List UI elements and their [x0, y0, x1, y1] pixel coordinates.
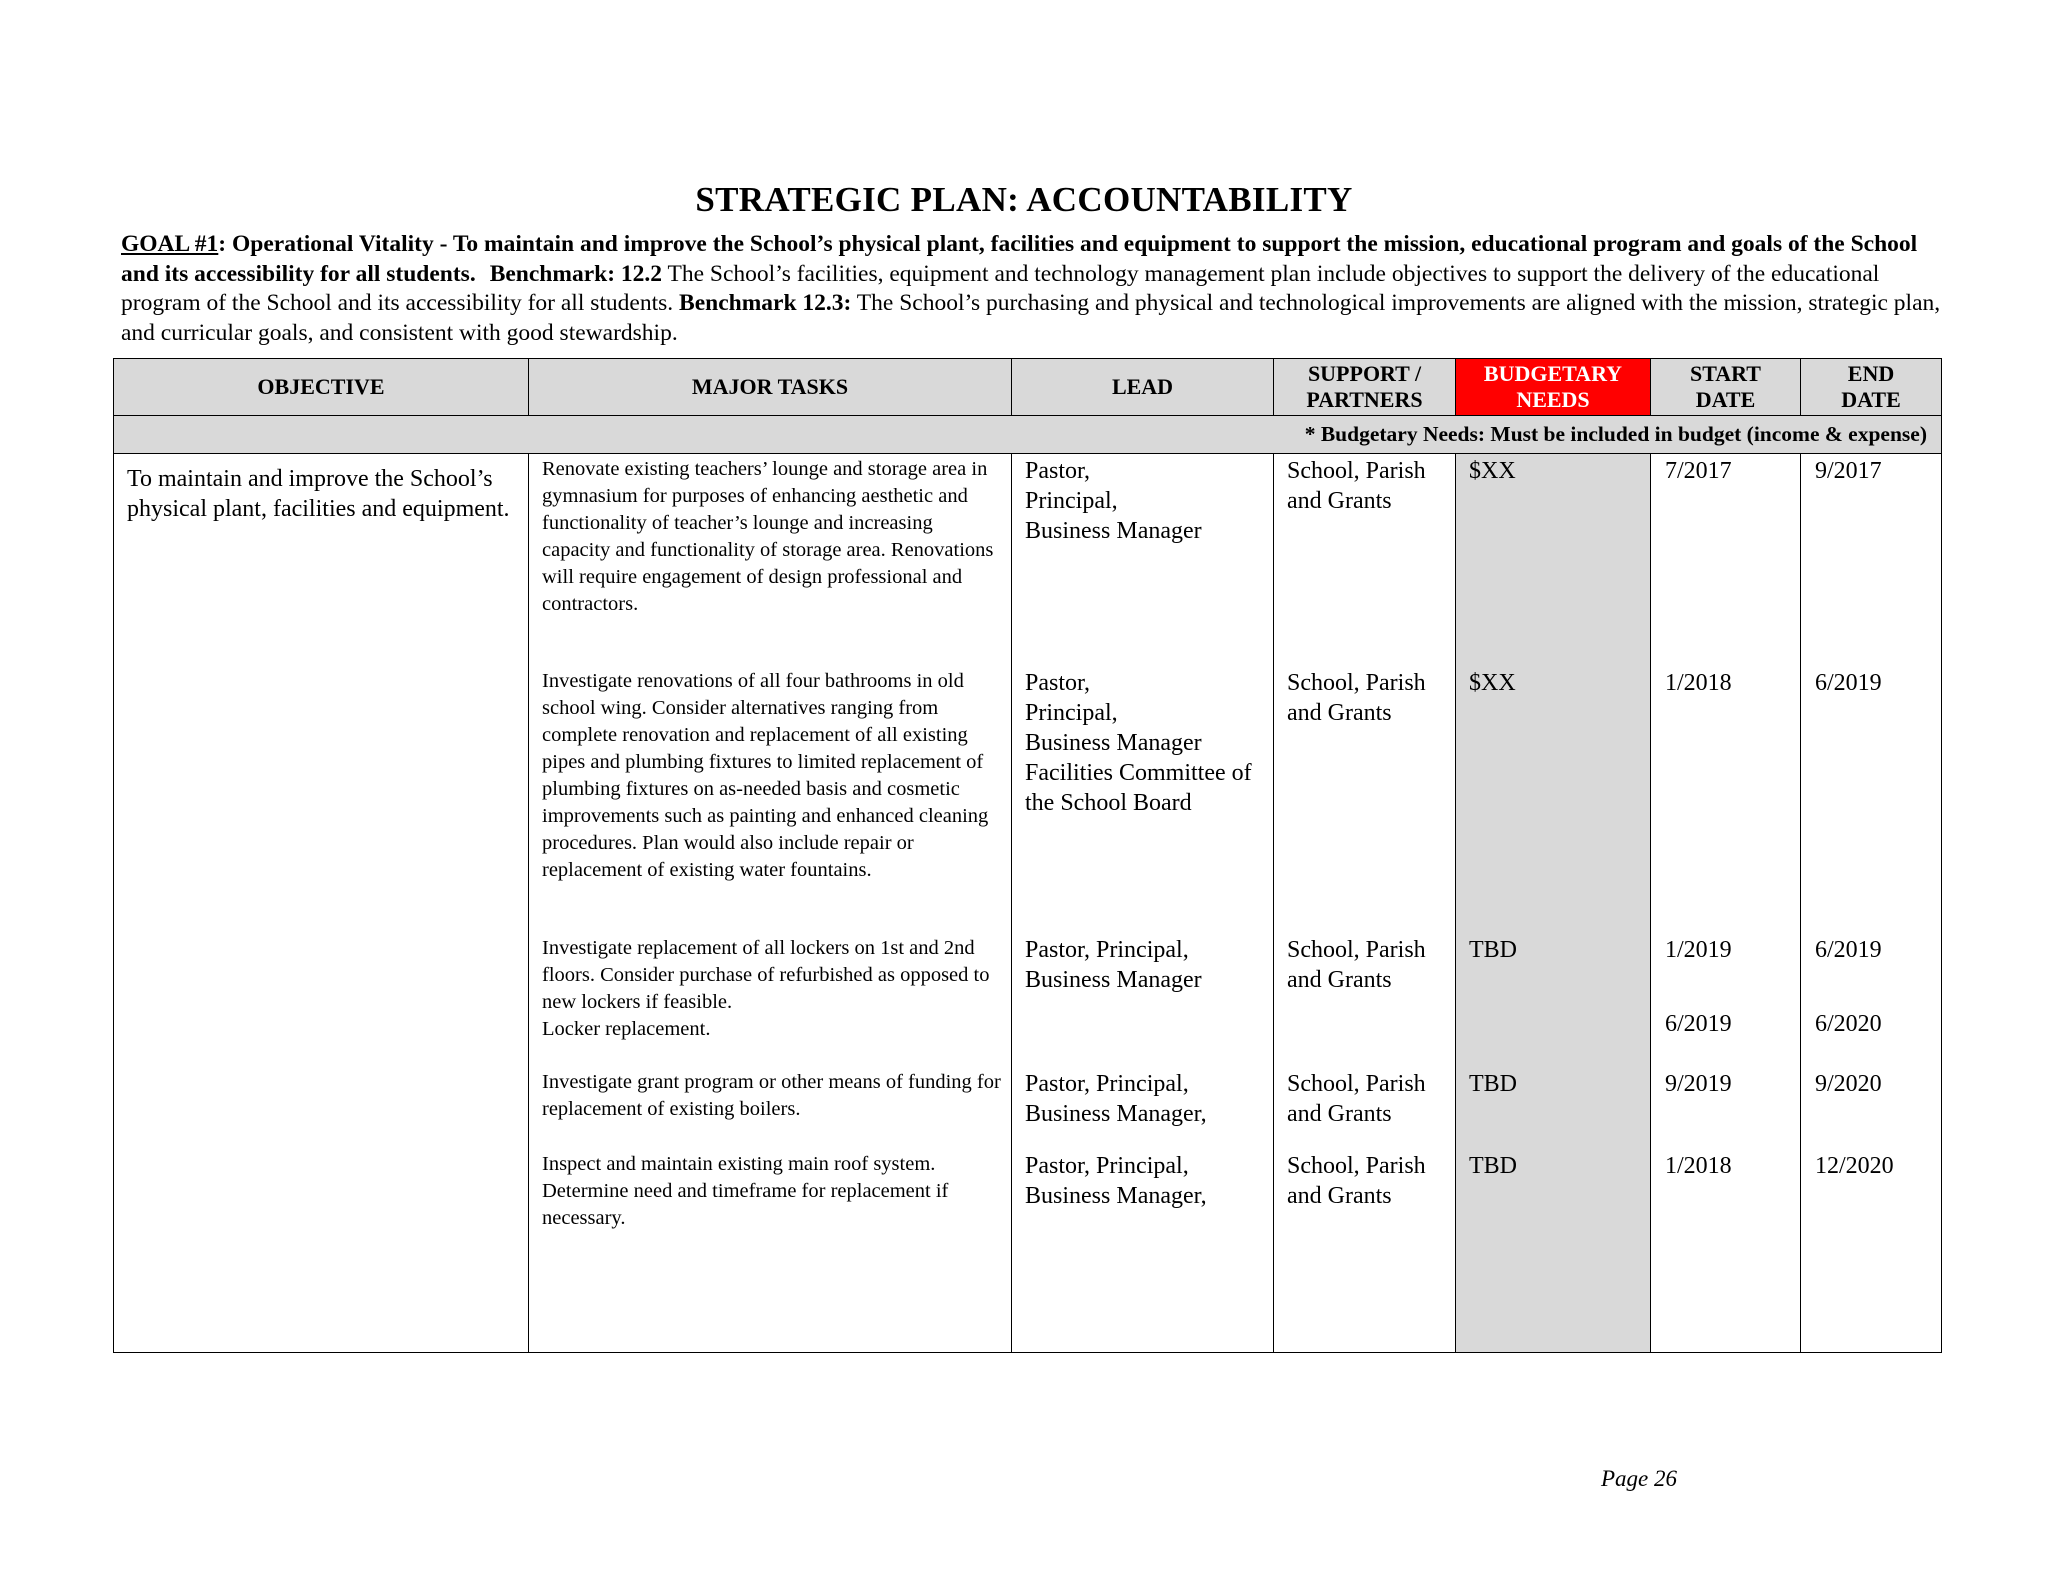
- start-date-cell: [1651, 454, 1801, 1353]
- task-text: Investigate renovations of all four bathrooms in old school wing. Consider alternatives ranging from complete renovation and replacement of all existing pipes and plumbing fixtures to limited replacement of plumbing fixtures on as-needed basis and cosmetic improvements such as painting and enhanced cleaning procedures. Plan would also include repair or replacement of existing water fountains.: [542, 670, 989, 881]
- support-text: School, Parish and Grants: [1287, 937, 1426, 993]
- header-budgetary-needs: BUDGETARY NEEDS: [1456, 359, 1651, 416]
- benchmark-12-2-label: Benchmark: 12.2: [489, 260, 663, 287]
- task-text: Renovate existing teachers’ lounge and storage area in gymnasium for purposes of enhancing aesthetic and functionality of teacher’s lounge and increasing capacity and functionality of storage area. Renovations will require engagement of design professional and contractors.: [542, 458, 994, 615]
- benchmark-12-3-text: The School’s purchasing and physical and technological improvements are aligned with the mission, strategic plan, and curricular goals, and consistent with good stewardship.: [121, 290, 1941, 346]
- task-text: Investigate grant program or other means of funding for replacement of existing boilers.: [542, 1071, 1001, 1120]
- start-date: 1/2018: [1665, 670, 1732, 696]
- start-date: 7/2017: [1665, 458, 1732, 484]
- support-text: School, Parish and Grants: [1287, 670, 1426, 726]
- benchmark-12-2-text: The School’s facilities, equipment and technology management plan include objectives to support the delivery of the educational program of the School and its accessibility for all students.: [121, 260, 1880, 316]
- objective-text: To maintain and improve the School’s physical plant, facilities and equipment.: [127, 466, 510, 522]
- lead-text: Pastor, Principal, Business Manager,: [1025, 1071, 1207, 1127]
- support-text: School, Parish and Grants: [1287, 1153, 1426, 1209]
- lead-text: Pastor, Principal, Business Manager: [1025, 458, 1202, 544]
- end-date: 6/2019: [1815, 670, 1882, 696]
- strategic-plan-table: [113, 358, 1942, 1353]
- table-header-row: [114, 359, 1942, 416]
- task-text: Investigate replacement of all lockers on 1st and 2nd floors. Consider purchase of refurbished as opposed to new lockers if feasible. Locker replacement.: [542, 937, 990, 1040]
- end-date: 6/2019: [1815, 937, 1882, 963]
- budget-value: TBD: [1469, 1153, 1517, 1179]
- end-date-cell: [1801, 454, 1942, 1353]
- support-cell: [1274, 454, 1456, 1353]
- budget-value: TBD: [1469, 937, 1517, 963]
- header-major-tasks: MAJOR TASKS: [529, 359, 1012, 416]
- lead-text: Pastor, Principal, Business Manager: [1025, 937, 1202, 993]
- support-text: School, Parish and Grants: [1287, 458, 1426, 514]
- task-text: Inspect and maintain existing main roof system. Determine need and timeframe for replacement if necessary.: [542, 1153, 949, 1229]
- start-date: 1/2019: [1665, 937, 1732, 963]
- end-date: 9/2017: [1815, 458, 1882, 484]
- end-date: 9/2020: [1815, 1071, 1882, 1097]
- benchmark-12-3-label: Benchmark 12.3:: [679, 290, 852, 316]
- goal-label: GOAL #1: [121, 231, 219, 257]
- lead-text: Pastor, Principal, Business Manager Facilities Committee of the School Board: [1025, 670, 1252, 816]
- goal-statement: : Operational Vitality - To maintain and improve the School’s physical plant, facilities and equipment to support the mission, educational program and goals of the School and its accessibility for all students.: [121, 231, 1918, 287]
- header-end-date: END DATE: [1801, 359, 1942, 416]
- budget-value: TBD: [1469, 1071, 1517, 1097]
- budget-note: * Budgetary Needs: Must be included in budget (income & expense): [114, 416, 1942, 454]
- support-text: School, Parish and Grants: [1287, 1071, 1426, 1127]
- header-start-date: START DATE: [1651, 359, 1801, 416]
- lead-cell: [1012, 454, 1274, 1353]
- header-support-partners: SUPPORT / PARTNERS: [1274, 359, 1456, 416]
- start-date: 6/2019: [1665, 1011, 1732, 1037]
- page-number: Page 26: [1601, 1466, 1678, 1491]
- budget-cell: [1456, 454, 1651, 1353]
- lead-text: Pastor, Principal, Business Manager,: [1025, 1153, 1207, 1209]
- tasks-cell: [529, 454, 1012, 1353]
- goal-paragraph: [121, 230, 1951, 348]
- budget-note-row: [114, 416, 1942, 454]
- header-objective: OBJECTIVE: [114, 359, 529, 416]
- header-lead: LEAD: [1012, 359, 1274, 416]
- end-date: 12/2020: [1815, 1153, 1894, 1179]
- end-date: 6/2020: [1815, 1011, 1882, 1037]
- start-date: 9/2019: [1665, 1071, 1732, 1097]
- budget-value: $XX: [1469, 670, 1516, 696]
- page-title: STRATEGIC PLAN: ACCOUNTABILITY: [695, 180, 1353, 219]
- budget-value: $XX: [1469, 458, 1516, 484]
- table-row: [114, 454, 1942, 1353]
- objective-cell: [114, 454, 529, 1353]
- start-date: 1/2018: [1665, 1153, 1732, 1179]
